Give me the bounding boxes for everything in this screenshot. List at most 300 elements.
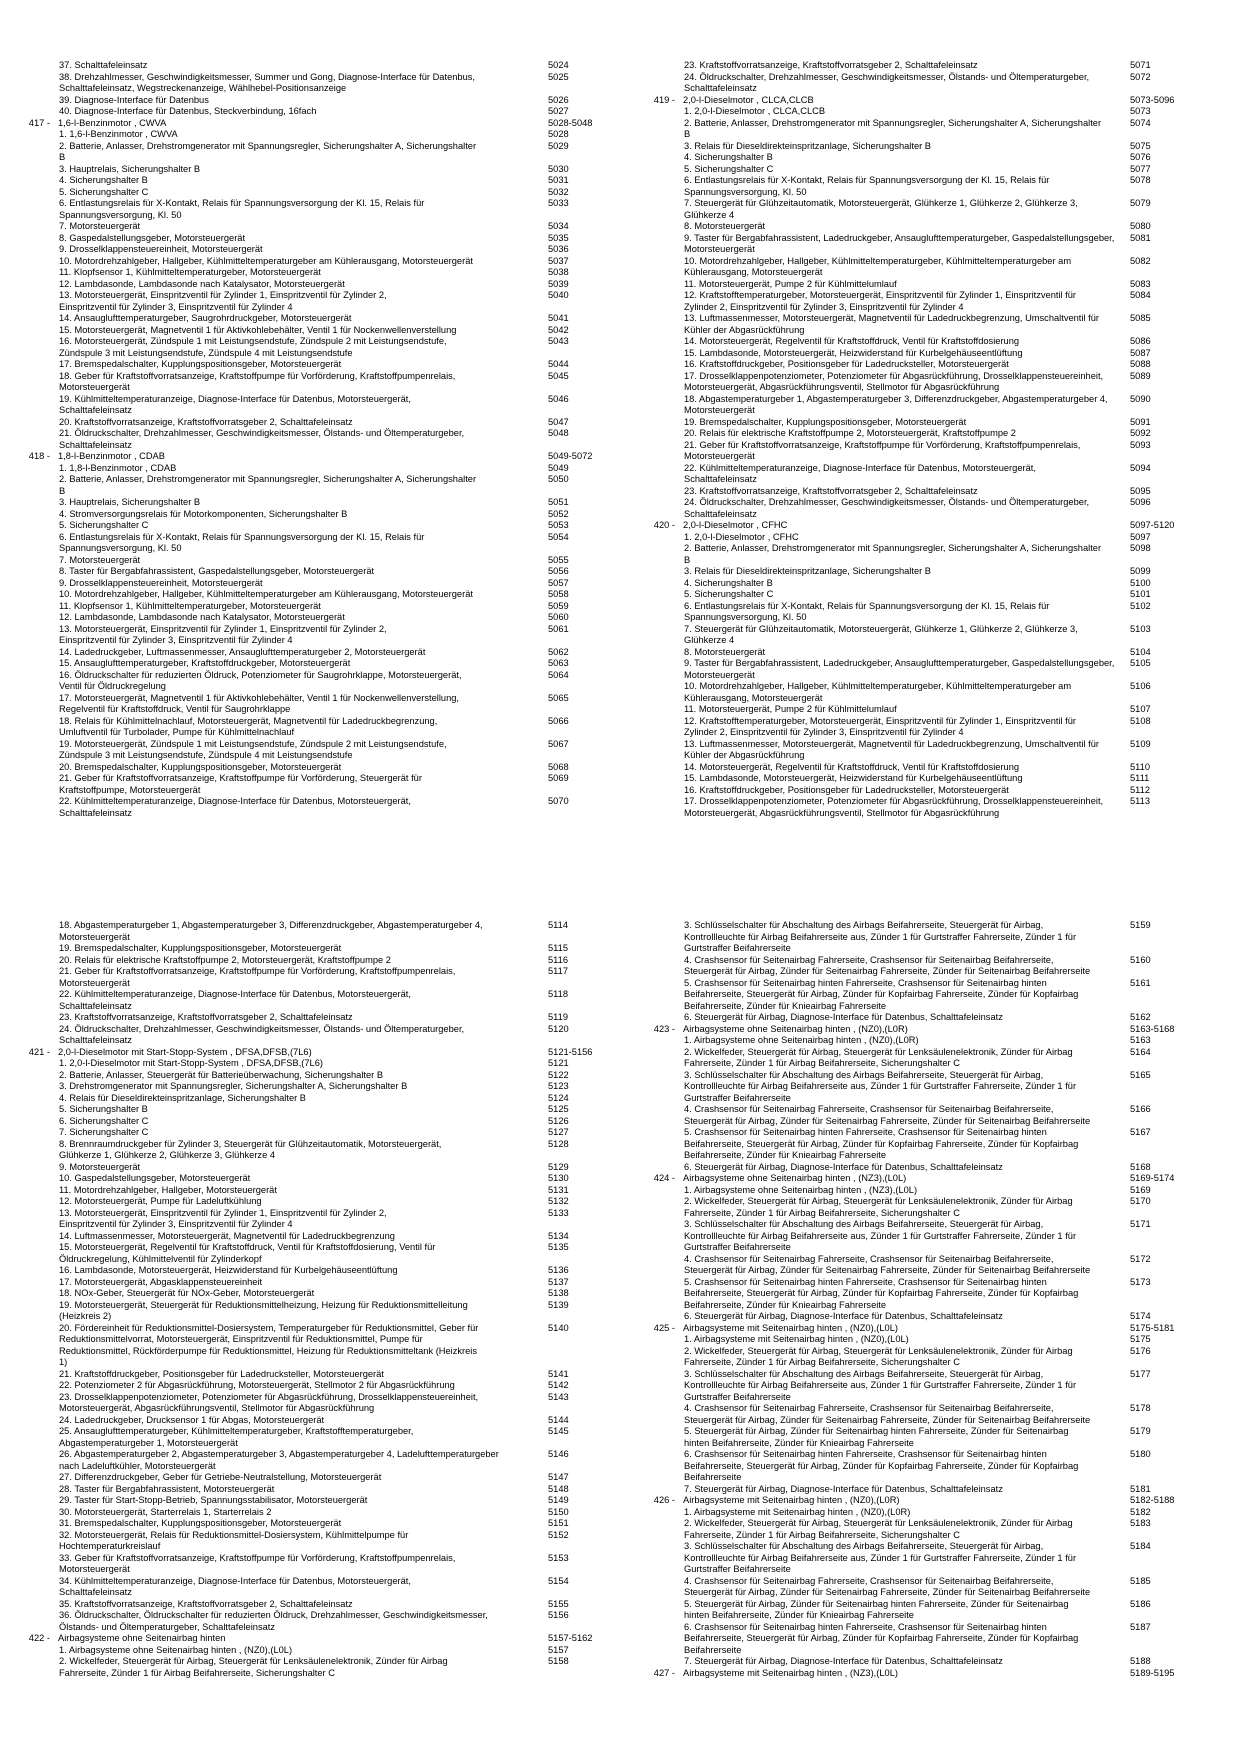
index-row xyxy=(0,71,569,95)
index-row xyxy=(0,324,569,337)
index-row xyxy=(0,966,568,989)
page-number: 5135 xyxy=(548,1242,569,1252)
index-row xyxy=(0,1368,569,1381)
entry-text: 2. Wickelfeder, Steuergerät für Airbag, Steuergerät für Lenksäulenelektronik, Zünder für Airbag Fahrerseite, Zünder 1 für Airbag Beifahrerseite, Sicherungshalter C xyxy=(59,1656,448,1678)
page-number: 5026 xyxy=(548,94,569,105)
page-number: 5095 xyxy=(1130,485,1151,496)
entry-text: 15. Ansauglufttemperaturgeber, Kraftstoffdruckgeber, Motorsteuergerät xyxy=(59,658,351,668)
entry-text: 6. Steuergerät für Airbag, Diagnose-Interface für Datenbus, Schalttafeleinsatz xyxy=(684,1012,1003,1022)
entry-text: 18. Geber für Kraftstoffvorratsanzeige, Kraftstoffpumpe für Vorförderung, Kraftstoffpumpenrelais, Motorsteuergerät xyxy=(59,370,456,392)
page-number: 5097-5120 xyxy=(1130,520,1175,530)
page-number: 5057 xyxy=(548,577,569,588)
entry-text: 1. Airbagsysteme mit Seitenairbag hinten , (NZ0),(L0R) xyxy=(684,1506,911,1517)
entry-text: 9. Taster für Bergabfahrassistent, Ladedruckgeber, Ansauglufttemperaturgeber, Gaspedalstellungsgeber, Motorsteuergerät xyxy=(684,232,1115,254)
page-number: 5178 xyxy=(1130,1403,1151,1413)
page-number: 5179 xyxy=(1130,1426,1151,1436)
index-row xyxy=(625,255,1151,279)
index-row xyxy=(0,1391,569,1415)
index-row xyxy=(0,232,569,245)
page-number: 5041 xyxy=(548,313,569,323)
page-number: 5169-5174 xyxy=(1130,1173,1175,1183)
index-row xyxy=(0,761,569,774)
entry-text: 13. Motorsteuergerät, Einspritzventil für Zylinder 1, Einspritzventil für Zylinder 2, Einspritzventil für Zylinder 3, Einspritzventil für Zylinder 4 xyxy=(59,290,387,312)
page-number: 5168 xyxy=(1130,1161,1151,1172)
index-row xyxy=(625,175,1151,198)
entry-text: 6. Entlastungsrelais für X-Kontakt, Relais für Spannungsversorgung der Kl. 15, Relais für Spannungsversorgung, Kl. 50 xyxy=(59,198,425,220)
entry-text: 1. 1,8-l-Benzinmotor , CDAB xyxy=(59,462,177,473)
entry-text: 4. Sicherungshalter B xyxy=(684,577,773,588)
entry-text: 22. Potenziometer 2 für Abgasrückführung, Motorsteuergerät, Stellmotor 2 für Abgasrückführung xyxy=(59,1380,455,1390)
entry-text: 2. Batterie, Anlasser, Steuergerät für Batterieüberwachung, Sicherungshalter B xyxy=(59,1069,384,1080)
index-panel-top-left xyxy=(0,60,593,819)
index-row xyxy=(0,1115,569,1128)
index-row xyxy=(0,1529,569,1553)
page-number: 5042 xyxy=(548,324,569,335)
entry-text: 5. Sicherungshalter C xyxy=(684,589,774,599)
entry-text: 11. Klopfsensor 1, Kühlmitteltemperaturgeber, Motorsteuergerät xyxy=(59,600,321,611)
page-number: 5127 xyxy=(548,1127,569,1137)
page-number: 5084 xyxy=(1130,290,1151,300)
entry-text: 24. Öldruckschalter, Drehzahlmesser, Geschwindigkeitsmesser, Ölstands- und Öltemperaturgeber, Schalttafeleinsatz xyxy=(684,497,1090,519)
page-number: 5166 xyxy=(1130,1104,1151,1114)
entry-text: 3. Hauptrelais, Sicherungshalter B xyxy=(59,163,201,174)
index-row xyxy=(625,1196,1151,1219)
index-row xyxy=(625,1426,1151,1449)
entry-text: 20. Relais für elektrische Kraftstoffpumpe 2, Motorsteuergerät, Kraftstoffpumpe 2 xyxy=(59,954,391,965)
index-row xyxy=(625,566,1151,578)
entry-text: 25. Ansauglufttemperaturgeber, Kühlmitteltemperaturgeber, Kraftstofftemperaturgeber, Abgastemperaturgeber 1, Motorsteuergerät xyxy=(59,1426,414,1448)
index-row xyxy=(0,1644,569,1657)
entry-text: 18. Abgastemperaturgeber 1, Abgastemperaturgeber 3, Differenzdruckgeber, Abgastemperaturgeber 4, Motorsteuergerät xyxy=(59,920,483,942)
page-number: 5118 xyxy=(548,989,568,999)
index-panel-bottom-left xyxy=(0,920,593,1679)
page-number: 5102 xyxy=(1130,600,1151,611)
entry-text: 19. Motorsteuergerät, Zündspule 1 mit Leistungsendstufe, Zündspule 2 mit Leistungsendstufe, Zündspule 3 mit Leistungsendstufe, Zündspule 4 mit Leistungsendstufe xyxy=(59,738,447,760)
index-row xyxy=(625,1012,1151,1024)
index-row xyxy=(0,1380,569,1392)
entry-text: 34. Kühlmitteltemperaturanzeige, Diagnose-Interface für Datenbus, Motorsteuergerät, Schalttafeleinsatz xyxy=(59,1575,411,1597)
page-number: 5097 xyxy=(1130,531,1151,542)
index-row xyxy=(0,198,569,221)
page-number: 5086 xyxy=(1130,336,1151,346)
index-row xyxy=(625,1184,1151,1197)
entry-text: 4. Crashsensor für Seitenairbag Fahrerseite, Crashsensor für Seitenairbag Beifahrerseite, Steuergerät für Airbag, Zünder für Seitenairbag Fahrerseite, Zünder für Seitenairbag Beifahrerseite xyxy=(684,1575,1091,1597)
page-number: 5164 xyxy=(1130,1046,1151,1057)
page-number: 5064 xyxy=(548,669,569,680)
entry-text: 15. Lambdasonde, Motorsteuergerät, Heizwiderstand für Kurbelgehäuseentlüftung xyxy=(684,347,1023,358)
page-number: 5087 xyxy=(1130,347,1151,358)
index-row xyxy=(625,439,1151,463)
section-number: 425 - xyxy=(653,1322,675,1333)
index-row xyxy=(0,278,569,291)
entry-text: 2,0-l-Dieselmotor , CLCA,CLCB xyxy=(683,94,814,105)
entry-text: 16. Lambdasonde, Motorsteuergerät, Heizwiderstand für Kurbelgehäuseentlüftung xyxy=(59,1265,398,1275)
entry-text: 16. Kraftstoffdruckgeber, Positionsgeber für Ladedrucksteller, Motorsteuergerät xyxy=(684,784,1009,795)
page-number: 5103 xyxy=(1130,623,1151,634)
entry-text: 26. Abgastemperaturgeber 2, Abgastemperaturgeber 3, Abgastemperaturgeber 4, Ladelufttemperaturgeber nach Ladeluftkühler, Motorsteuergerät xyxy=(59,1449,499,1471)
entry-text: Airbagsysteme ohne Seitenairbag hinten , (NZ3),(L0L) xyxy=(683,1173,907,1183)
index-row xyxy=(625,1483,1151,1496)
page-number: 5151 xyxy=(548,1518,569,1528)
page-number: 5060 xyxy=(548,612,569,622)
page-number: 5121 xyxy=(548,1058,569,1068)
page-number: 5167 xyxy=(1130,1127,1151,1137)
entry-text: 6. Entlastungsrelais für X-Kontakt, Relais für Spannungsversorgung der Kl. 15, Relais für Spannungsversorgung, Kl. 50 xyxy=(59,531,425,553)
entry-text: 2. Wickelfeder, Steuergerät für Airbag, Steuergerät für Lenksäulenelektronik, Zünder für Airbag Fahrerseite, Zünder 1 für Airbag Beifahrerseite, Sicherungshalter C xyxy=(684,1518,1073,1540)
page-number: 5090 xyxy=(1130,393,1151,404)
entry-text: 7. Sicherungshalter C xyxy=(59,1127,149,1137)
index-row xyxy=(625,370,1151,394)
page-number: 5188 xyxy=(1130,1656,1151,1666)
entry-text: 5. Sicherungshalter B xyxy=(59,1104,148,1114)
index-row xyxy=(625,485,1151,498)
page-number: 5138 xyxy=(548,1288,569,1298)
index-row xyxy=(625,1046,1151,1070)
section-number: 417 - xyxy=(28,117,50,128)
entry-text: 6. Steuergerät für Airbag, Diagnose-Interface für Datenbus, Schalttafeleinsatz xyxy=(684,1161,1003,1172)
index-row xyxy=(625,290,1151,313)
page-number: 5049 xyxy=(548,462,569,473)
index-row xyxy=(625,140,1151,153)
entry-text: 5. Sicherungshalter C xyxy=(59,186,149,197)
section-row xyxy=(0,451,593,463)
entry-text: 8. Brennraumdruckgeber für Zylinder 3, Steuergerät für Glühzeitautomatik, Motorsteuergerät, Glühkerze 1, Glühkerze 2, Glühkerze 3, Glühkerze 4 xyxy=(59,1138,442,1160)
index-row xyxy=(625,796,1150,819)
entry-text: 17. Motorsteuergerät, Magnetventil 1 für Aktivkohlebehälter, Ventil 1 für Nockenwellenverstellung, Regelventil für Kraftstoffdruck, Ventil für Saugrohrklappe xyxy=(59,692,459,714)
entry-text: 6. Steuergerät für Airbag, Diagnose-Interface für Datenbus, Schalttafeleinsatz xyxy=(684,1311,1003,1321)
page-number: 5105 xyxy=(1130,658,1151,668)
index-row xyxy=(0,1161,569,1174)
entry-text: 33. Geber für Kraftstoffvorratsanzeige, Kraftstoffpumpe für Vorförderung, Kraftstoffpumpenrelais, Motorsteuergerät xyxy=(59,1552,456,1574)
page-number: 5067 xyxy=(548,738,569,749)
entry-text: 7. Motorsteuergerät xyxy=(59,554,141,565)
page-number: 5177 xyxy=(1130,1368,1151,1379)
page-number: 5088 xyxy=(1130,359,1151,369)
page-number: 5137 xyxy=(548,1276,569,1287)
page-number: 5169 xyxy=(1130,1184,1151,1195)
page-number: 5173 xyxy=(1130,1276,1151,1287)
entry-text: 3. Schlüsselschalter für Abschaltung des Airbags Beifahrerseite, Steuergerät für Airbag, Kontrollleuchte für Airbag Beifahrerseite aus, Zünder 1 für Gurtstraffer Fahrerseite, Zünder 1 für Gurtstraffer Beifahrerseite xyxy=(684,1368,1077,1402)
section-row xyxy=(625,1173,1175,1185)
page-number: 5045 xyxy=(548,370,569,381)
page-number: 5028-5048 xyxy=(548,117,593,128)
page-number: 5068 xyxy=(548,761,569,772)
page-number: 5071 xyxy=(1130,60,1151,70)
page-number: 5110 xyxy=(1130,761,1150,772)
index-row xyxy=(625,347,1151,360)
entry-text: 15. Lambdasonde, Motorsteuergerät, Heizwiderstand für Kurbelgehäuseentlüftung xyxy=(684,773,1023,783)
page-number: 5114 xyxy=(548,920,568,930)
index-row xyxy=(625,646,1151,659)
page-number: 5106 xyxy=(1130,681,1151,691)
index-row xyxy=(0,920,568,943)
section-number: 421 - xyxy=(28,1046,50,1057)
entry-text: 40. Diagnose-Interface für Datenbus, Steckverbindung, 16fach xyxy=(59,106,317,116)
index-row xyxy=(625,497,1151,520)
entry-text: 1. Airbagsysteme mit Seitenairbag hinten , (NZ0),(L0L) xyxy=(684,1334,909,1344)
page-number: 5144 xyxy=(548,1414,569,1425)
page-number: 5056 xyxy=(548,566,569,576)
index-row xyxy=(625,359,1151,371)
entry-text: 17. Motorsteuergerät, Abgasklappensteuereinheit xyxy=(59,1276,263,1287)
entry-text: 27. Differenzdruckgeber, Geber für Getriebe-Neutralstellung, Motorsteuergerät xyxy=(59,1472,382,1482)
page-number: 5176 xyxy=(1130,1345,1151,1356)
entry-text: 12. Lambdasonde, Lambdasonde nach Katalysator, Motorsteuergerät xyxy=(59,278,345,289)
index-row xyxy=(0,1552,569,1576)
index-row xyxy=(0,129,569,141)
index-row xyxy=(0,1656,569,1679)
index-row xyxy=(0,474,569,497)
page-number: 5032 xyxy=(548,186,569,197)
entry-text: 3. Schlüsselschalter für Abschaltung des Airbags Beifahrerseite, Steuergerät für Airbag, Kontrollleuchte für Airbag Beifahrerseite aus, Zünder 1 für Gurtstraffer Fahrerseite, Zünder 1 für Gurtstraffer Beifahrerseite xyxy=(684,1541,1077,1574)
entry-text: 17. Drosselklappenpotenziometer, Potenziometer für Abgasrückführung, Drosselklappensteuereinheit, Motorsteuergerät, Abgasrückführungsventil, Stellmotor für Abgasrückführung xyxy=(684,370,1104,392)
index-row xyxy=(0,1518,569,1530)
entry-text: 1,8-l-Benzinmotor , CDAB xyxy=(58,451,165,461)
page-number: 5175-5181 xyxy=(1130,1322,1175,1333)
index-row xyxy=(0,1058,569,1070)
page-number: 5182-5188 xyxy=(1130,1495,1175,1505)
page-number: 5107 xyxy=(1130,704,1151,714)
entry-text: 19. Motorsteuergerät, Steuergerät für Reduktionsmittelheizung, Heizung für Reduktionsmittelleitung (Heizkreis 2) xyxy=(59,1299,468,1321)
index-row xyxy=(625,738,1151,762)
entry-text: 37. Schalttafeleinsatz xyxy=(59,60,148,70)
page-number: 5134 xyxy=(548,1230,569,1241)
page-number: 5147 xyxy=(548,1472,569,1482)
entry-text: Airbagsysteme ohne Seitenairbag hinten xyxy=(58,1633,226,1643)
entry-text: 22. Kühlmitteltemperaturanzeige, Diagnose-Interface für Datenbus, Motorsteuergerät, Schalttafeleinsatz xyxy=(684,462,1036,484)
index-row xyxy=(0,566,569,578)
page-number: 5112 xyxy=(1130,784,1150,795)
entry-text: 5. Crashsensor für Seitenairbag hinten Fahrerseite, Crashsensor für Seitenairbag hinten Beifahrerseite, Steuergerät für Airbag, Zünder für Kopfairbag Fahrerseite, Zünder für Kopfairbag Beifahrerseite, Zünder für Knieairbag Fahrerseite xyxy=(684,977,1079,1011)
entry-text: 2. Batterie, Anlasser, Drehstromgenerator mit Spannungsregler, Sicherungshalter A, Sicherungshalter B xyxy=(684,543,1102,565)
section-number: 419 - xyxy=(653,94,675,105)
page-number: 5143 xyxy=(548,1391,569,1402)
page-number: 5104 xyxy=(1130,646,1151,657)
page-number: 5040 xyxy=(548,290,569,300)
entry-text: 24. Ladedruckgeber, Drucksensor 1 für Abgas, Motorsteuergerät xyxy=(59,1414,325,1425)
index-row xyxy=(625,1403,1151,1426)
entry-text: 9. Motorsteuergerät xyxy=(59,1161,141,1172)
entry-text: 5. Steuergerät für Airbag, Zünder für Seitenairbag hinten Fahrerseite, Zünder für Seitenairbag hinten Beifahrerseite, Zünder für Knieairbag Fahrerseite xyxy=(684,1598,1069,1620)
index-row xyxy=(0,60,569,72)
entry-text: 28. Taster für Bergabfahrassistent, Motorsteuergerät xyxy=(59,1483,275,1494)
page-number: 5159 xyxy=(1130,920,1151,930)
index-row xyxy=(0,796,569,819)
entry-text: 4. Crashsensor für Seitenairbag Fahrerseite, Crashsensor für Seitenairbag Beifahrerseite, Steuergerät für Airbag, Zünder für Seitenairbag Fahrerseite, Zünder für Seitenairbag Beifahrerseite xyxy=(684,954,1091,976)
page-number: 5163 xyxy=(1130,1035,1151,1045)
entry-text: 9. Drosselklappensteuereinheit, Motorsteuergerät xyxy=(59,577,263,588)
page-number: 5123 xyxy=(548,1081,569,1091)
index-row xyxy=(0,1023,569,1047)
page-number: 5063 xyxy=(548,658,569,668)
entry-text: 20. Bremspedalschalter, Kupplungspositionsgeber, Motorsteuergerät xyxy=(59,761,342,772)
entry-text: 10. Motordrehzahlgeber, Hallgeber, Kühlmitteltemperaturgeber am Kühlerausgang, Motorsteuergerät xyxy=(59,255,473,266)
index-row xyxy=(0,1483,569,1496)
page-number: 5175 xyxy=(1130,1334,1151,1344)
page-number: 5098 xyxy=(1130,543,1151,553)
page-number: 5184 xyxy=(1130,1541,1151,1551)
entry-text: 3. Relais für Dieseldirekteinspritzanlage, Sicherungshalter B xyxy=(684,566,932,576)
entry-text: Airbagsysteme mit Seitenairbag hinten , (NZ3),(L0L) xyxy=(683,1667,898,1678)
index-row xyxy=(625,600,1151,624)
page-number: 5171 xyxy=(1130,1219,1151,1229)
index-row xyxy=(0,267,569,279)
page-number: 5128 xyxy=(548,1138,569,1149)
index-row xyxy=(625,1219,1151,1254)
page-number: 5181 xyxy=(1130,1483,1151,1494)
entry-text: 17. Bremspedalschalter, Kupplungspositionsgeber, Motorsteuergerät xyxy=(59,359,342,369)
page-number: 5126 xyxy=(548,1115,569,1126)
index-row xyxy=(625,1449,1151,1484)
index-row xyxy=(0,94,569,107)
entry-text: 18. Abgastemperaturgeber 1, Abgastemperaturgeber 3, Differenzdruckgeber, Abgastemperaturgeber 4, Motorsteuergerät xyxy=(684,393,1108,415)
page-number: 5054 xyxy=(548,531,569,542)
page-number: 5132 xyxy=(548,1196,569,1206)
page-number: 5156 xyxy=(548,1610,569,1620)
entry-text: 1. 2,0-l-Dieselmotor , CFHC xyxy=(684,531,799,542)
entry-text: 22. Kühlmitteltemperaturanzeige, Diagnose-Interface für Datenbus, Motorsteuergerät, Schalttafeleinsatz xyxy=(59,989,411,1011)
page-number: 5153 xyxy=(548,1552,569,1563)
entry-text: 14. Luftmassenmesser, Motorsteuergerät, Magnetventil für Ladedruckbegrenzung xyxy=(59,1230,395,1241)
index-row xyxy=(0,1472,569,1484)
index-row xyxy=(0,1230,569,1243)
index-row xyxy=(0,1069,569,1082)
entry-text: 1. Airbagsysteme ohne Seitenairbag hinten , (NZ3),(L0L) xyxy=(684,1184,918,1195)
page-number: 5162 xyxy=(1130,1012,1151,1022)
entry-text: 8. Gaspedalstellungsgeber, Motorsteuergerät xyxy=(59,232,246,243)
index-row xyxy=(0,290,569,313)
index-row xyxy=(625,1506,1151,1519)
page-number: 5033 xyxy=(548,198,569,208)
index-row xyxy=(625,1541,1151,1576)
entry-text: 4. Sicherungshalter B xyxy=(684,152,773,162)
index-row xyxy=(625,163,1151,176)
entry-text: 10. Motordrehzahlgeber, Hallgeber, Kühlmitteltemperaturgeber, Kühlmitteltemperaturgeber am Kühlerausgang, Motorsteuergerät xyxy=(684,681,1072,703)
entry-text: 3. Schlüsselschalter für Abschaltung des Airbags Beifahrerseite, Steuergerät für Airbag, Kontrollleuchte für Airbag Beifahrerseite aus, Zünder 1 für Gurtstraffer Fahrerseite, Zünder 1 für Gurtstraffer Beifahrerseite xyxy=(684,1069,1077,1103)
page-number: 5093 xyxy=(1130,439,1151,450)
index-row xyxy=(0,221,569,233)
entry-text: 7. Motorsteuergerät xyxy=(59,221,141,231)
page-number: 5174 xyxy=(1130,1311,1151,1321)
entry-text: 23. Drosselklappenpotenziometer, Potenziometer für Abgasrückführung, Drosselklappensteuereinheit, Motorsteuergerät, Abgasrückführungsventil, Stellmotor für Abgasrückführung xyxy=(59,1391,479,1413)
entry-text: 23. Kraftstoffvorratsanzeige, Kraftstoffvorratsgeber 2, Schalttafeleinsatz xyxy=(684,60,978,70)
index-row xyxy=(625,623,1151,647)
index-row xyxy=(0,1104,569,1116)
page-number: 5034 xyxy=(548,221,569,231)
index-row xyxy=(0,692,569,716)
page-number: 5073-5096 xyxy=(1130,94,1175,105)
page-number: 5111 xyxy=(1130,773,1150,783)
entry-text: 4. Crashsensor für Seitenairbag Fahrerseite, Crashsensor für Seitenairbag Beifahrerseite, Steuergerät für Airbag, Zünder für Seitenairbag Fahrerseite, Zünder für Seitenairbag Beifahrerseite xyxy=(684,1253,1091,1275)
entry-text: 4. Crashsensor für Seitenairbag Fahrerseite, Crashsensor für Seitenairbag Beifahrerseite, Steuergerät für Airbag, Zünder für Seitenairbag Fahrerseite, Zünder für Seitenairbag Beifahrerseite xyxy=(684,1403,1091,1425)
entry-text: 11. Klopfsensor 1, Kühlmitteltemperaturgeber, Motorsteuergerät xyxy=(59,267,321,277)
index-row xyxy=(0,623,569,647)
index-row xyxy=(0,1127,569,1139)
page-number: 5037 xyxy=(548,255,569,266)
entry-text: 23. Kraftstoffvorratsanzeige, Kraftstoffvorratsgeber 2, Schalttafeleinsatz xyxy=(59,1012,353,1022)
index-row xyxy=(0,577,569,590)
index-row xyxy=(625,152,1151,164)
index-row xyxy=(625,428,1151,440)
entry-text: 13. Motorsteuergerät, Einspritzventil für Zylinder 1, Einspritzventil für Zylinder 2, Einspritzventil für Zylinder 3, Einspritzventil für Zylinder 4 xyxy=(59,1207,387,1229)
page-number: 5150 xyxy=(548,1506,569,1517)
entry-text: 38. Drehzahlmesser, Geschwindigkeitsmesser, Summer und Gong, Diagnose-Interface für Datenbus, Schalttafeleinsatz, Wegstreckenanzeige, Wählhebel-Positionsanzeige xyxy=(59,71,475,93)
page-number: 5096 xyxy=(1130,497,1151,507)
page-number: 5099 xyxy=(1130,566,1151,576)
page-number: 5078 xyxy=(1130,175,1151,185)
index-row xyxy=(0,416,569,429)
index-row xyxy=(0,244,569,256)
index-row xyxy=(0,508,569,521)
entry-text: 13. Luftmassenmesser, Motorsteuergerät, Magnetventil für Ladedruckbegrenzung, Umschaltventil für Kühler der Abgasrückführung xyxy=(684,313,1099,335)
entry-text: 24. Öldruckschalter, Drehzahlmesser, Geschwindigkeitsmesser, Ölstands- und Öltemperaturgeber, Schalttafeleinsatz xyxy=(59,1023,465,1045)
page-number: 5065 xyxy=(548,692,569,703)
entry-text: 5. Sicherungshalter C xyxy=(59,520,149,530)
entry-text: 7. Steuergerät für Airbag, Diagnose-Interface für Datenbus, Schalttafeleinsatz xyxy=(684,1483,1003,1494)
page-number: 5048 xyxy=(548,428,569,438)
entry-text: 17. Drosselklappenpotenziometer, Potenziometer für Abgasrückführung, Drosselklappensteuereinheit, Motorsteuergerät, Abgasrückführungsventil, Stellmotor für Abgasrückführung xyxy=(684,796,1104,818)
index-row xyxy=(625,1575,1151,1599)
entry-text: 3. Hauptrelais, Sicherungshalter B xyxy=(59,497,201,507)
entry-text: 10. Motordrehzahlgeber, Hallgeber, Kühlmitteltemperaturgeber am Kühlerausgang, Motorsteuergerät xyxy=(59,589,473,599)
entry-text: 19. Bremspedalschalter, Kupplungspositionsgeber, Motorsteuergerät xyxy=(684,416,967,427)
index-row xyxy=(0,1506,569,1519)
entry-text: 2. Batterie, Anlasser, Drehstromgenerator mit Spannungsregler, Sicherungshalter A, Sicherungshalter B xyxy=(684,117,1102,139)
index-row xyxy=(0,140,569,164)
page-number: 5146 xyxy=(548,1449,569,1459)
page-number: 5043 xyxy=(548,336,569,346)
index-row xyxy=(625,704,1151,716)
page-number: 5036 xyxy=(548,244,569,254)
page-number: 5070 xyxy=(548,796,569,806)
section-number: 427 - xyxy=(653,1667,675,1678)
page-number: 5136 xyxy=(548,1265,569,1275)
index-row xyxy=(625,577,1151,590)
index-row xyxy=(625,1035,1151,1047)
section-number: 423 - xyxy=(653,1023,675,1034)
entry-text: 5. Crashsensor für Seitenairbag hinten Fahrerseite, Crashsensor für Seitenairbag hinten Beifahrerseite, Steuergerät für Airbag, Zünder für Kopfairbag Fahrerseite, Zünder für Kopfairbag Beifahrerseite, Zünder für Knieairbag Fahrerseite xyxy=(684,1127,1079,1160)
page-number: 5141 xyxy=(548,1368,569,1379)
index-row xyxy=(0,313,569,325)
index-row xyxy=(0,1610,569,1633)
entry-text: 12. Kraftstofftemperaturgeber, Motorsteuergerät, Einspritzventil für Zylinder 1, Einspritzventil für Zylinder 2, Einspritzventil für Zylinder 3, Einspritzventil für Zylinder 4 xyxy=(684,715,1077,737)
entry-text: 21. Kraftstoffdruckgeber, Positionsgeber für Ladedrucksteller, Motorsteuergerät xyxy=(59,1368,384,1379)
page-number: 5030 xyxy=(548,163,569,174)
section-row xyxy=(625,1667,1175,1680)
entry-text: 18. Relais für Kühlmittelnachlauf, Motorsteuergerät, Magnetventil für Ladedruckbegrenzung, Umluftventil für Turbolader, Pumpe für Kühlmittelnachlauf xyxy=(59,715,438,737)
section-number: 420 - xyxy=(653,520,675,530)
index-row xyxy=(0,1173,569,1185)
index-row xyxy=(0,1598,569,1611)
index-row xyxy=(625,1334,1151,1346)
page-number: 5082 xyxy=(1130,255,1151,266)
index-row xyxy=(0,1426,569,1449)
entry-text: 18. NOx-Geber, Steuergerät für NOx-Geber, Motorsteuergerät xyxy=(59,1288,315,1298)
section-row xyxy=(0,1046,593,1059)
index-row xyxy=(625,1345,1151,1369)
index-row xyxy=(0,1207,569,1231)
page-number: 5154 xyxy=(548,1575,569,1586)
index-row xyxy=(625,117,1151,141)
entry-text: 3. Relais für Dieseldirekteinspritzanlage, Sicherungshalter B xyxy=(684,140,932,151)
index-row xyxy=(0,1322,569,1369)
page-number: 5061 xyxy=(548,623,569,634)
index-row xyxy=(0,612,569,624)
index-row xyxy=(625,313,1151,336)
index-row xyxy=(625,60,1151,72)
index-row xyxy=(625,1621,1151,1657)
page-number: 5116 xyxy=(548,954,568,965)
